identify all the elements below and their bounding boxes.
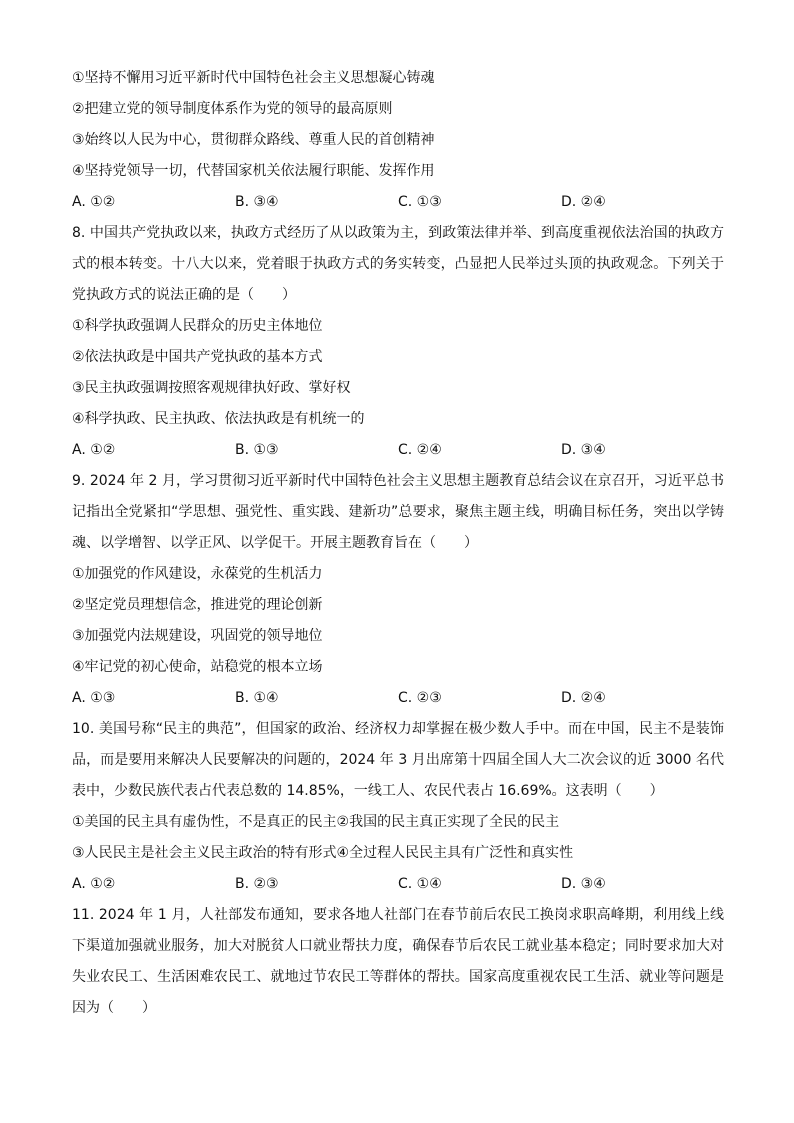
question-content: [72, 63, 724, 1024]
question-9: [72, 466, 724, 714]
q9-choice-c: C. ②③: [398, 690, 442, 706]
q10-stem: 10. 美国号称“民主的典范”，但国家的政治、经济权力却掌握在极少数人手中。而在中国，民主不是装饰品，而是要用来解决人民要解决的问题的，2024 年 3 月出席第十四届全国人大二次会议的近 3000 名代表中，少数民族代表占代表总数的 14.85%，一线工人、农民代表占 16.69%。这表明（ ）: [72, 721, 724, 799]
q9-option-4: ④牢记党的初心使命，站稳党的根本立场: [72, 659, 323, 675]
q10-choices: [72, 869, 724, 900]
q8-choice-c: C. ②④: [398, 442, 442, 458]
q8-stem: 8. 中国共产党执政以来，执政方式经历了从以政策为主，到政策法律并举、到高度重视依法治国的执政方式的根本转变。十八大以来，党着眼于执政方式的务实转变，凸显把人民举过头顶的执政观念。下列关于党执政方式的说法正确的是（ ）: [72, 225, 724, 303]
q7-choice-b: B. ③④: [235, 194, 279, 210]
q10-option-2: ③人民民主是社会主义民主政治的特有形式④全过程人民民主具有广泛性和真实性: [72, 845, 574, 861]
q8-choice-a: A. ①②: [72, 442, 116, 458]
q9-choice-d: D. ②④: [561, 690, 606, 706]
q8-option-1: ①科学执政强调人民群众的历史主体地位: [72, 318, 323, 334]
q7-choice-c: C. ①③: [398, 194, 442, 210]
q9-option-3: ③加强党内法规建设，巩固党的领导地位: [72, 628, 323, 644]
q8-choices: [72, 435, 724, 466]
q8-option-3: ③民主执政强调按照客观规律执好政、掌好权: [72, 380, 351, 396]
q9-choices: [72, 683, 724, 714]
q10-choice-d: D. ③④: [561, 876, 606, 892]
q9-option-2: ②坚定党员理想信念，推进党的理论创新: [72, 597, 323, 613]
q10-choice-c: C. ①④: [398, 876, 442, 892]
q7-option-4: ④坚持党领导一切，代替国家机关依法履行职能、发挥作用: [72, 163, 435, 179]
q9-choice-a: A. ①③: [72, 690, 116, 706]
q7-choices: [72, 187, 724, 218]
q7-option-3: ③始终以人民为中心，贯彻群众路线、尊重人民的首创精神: [72, 132, 435, 148]
q8-choice-d: D. ③④: [561, 442, 606, 458]
q7-option-2: ②把建立党的领导制度体系作为党的领导的最高原则: [72, 101, 393, 117]
q8-option-4: ④科学执政、民主执政、依法执政是有机统一的: [72, 411, 365, 427]
question-11: [72, 900, 724, 1024]
q10-choice-b: B. ②③: [235, 876, 279, 892]
q7-choice-a: A. ①②: [72, 194, 116, 210]
q9-choice-b: B. ①④: [235, 690, 279, 706]
question-8: [72, 218, 724, 466]
q8-choice-b: B. ①③: [235, 442, 279, 458]
q7-option-1: ①坚持不懈用习近平新时代中国特色社会主义思想凝心铸魂: [72, 70, 435, 86]
question-7: [72, 63, 724, 218]
q8-option-2: ②依法执政是中国共产党执政的基本方式: [72, 349, 323, 365]
q9-stem: 9. 2024 年 2 月，学习贯彻习近平新时代中国特色社会主义思想主题教育总结会议在京召开，习近平总书记指出全党紧扣“学思想、强党性、重实践、建新功”总要求，聚焦主题主线，明确目标任务，突出以学铸魂、以学增智、以学正风、以学促干。开展主题教育旨在（ ）: [72, 473, 724, 551]
q9-option-1: ①加强党的作风建设，永葆党的生机活力: [72, 566, 323, 582]
q10-option-1: ①美国的民主具有虚伪性，不是真正的民主②我国的民主真正实现了全民的民主: [72, 814, 560, 830]
q10-choice-a: A. ①②: [72, 876, 116, 892]
question-10: [72, 714, 724, 900]
q7-choice-d: D. ②④: [561, 194, 606, 210]
q11-stem: 11. 2024 年 1 月，人社部发布通知，要求各地人社部门在春节前后农民工换岗求职高峰期，利用线上线下渠道加强就业服务，加大对脱贫人口就业帮扶力度，确保春节后农民工就业基本稳定；同时要求加大对失业农民工、生活困难农民工、就地过节农民工等群体的帮扶。国家高度重视农民工生活、就业等问题是因为（ ）: [72, 907, 724, 1016]
